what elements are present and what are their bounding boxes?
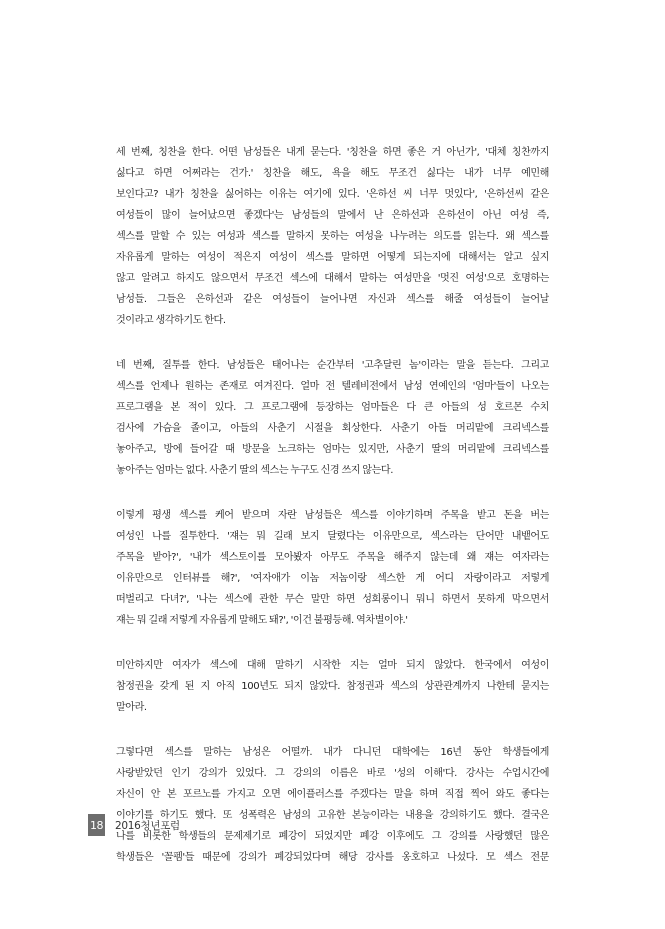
text-line: 것이라고 생각하기도 한다.	[116, 315, 226, 326]
paragraph	[116, 142, 549, 331]
text-line: 섹스를 언제나 원하는 존재로 여겨진다. 얼마 전 텔레비전에서 남성 연예인의 '엄마'들이 나오는	[116, 381, 549, 392]
text-line: 않고 알려고 하지도 않으면서 무조건 섹스에 대해서 말하는 여성만을 '멋진 여성'으로 호명하는	[116, 273, 549, 284]
text-line: 보인다고? 내가 칭찬을 싫어하는 이유는 여기에 있다. '은하선 씨 너무 멋있다', '은하선씨 같은	[116, 189, 549, 200]
text-line: 프로그램을 본 적이 있다. 그 프로그램에 등장하는 엄마들은 다 큰 아들의 성 호르몬 수치	[116, 402, 549, 413]
text-line: 네 번째, 질투를 한다. 남성들은 태어나는 순간부터 '고추달린 놈'이라는 말을 듣는다. 그리고	[116, 360, 549, 371]
paragraph	[116, 505, 549, 631]
text-line: 나를 비롯한 학생들의 문제제기로 폐강이 되었지만 폐강 이후에도 그 강의를 사랑했던 많은	[116, 831, 549, 842]
text-line: 싫다고 하면 어쩌라는 건가.' 칭찬을 해도, 욕을 해도 무조건 싫다는 내가 너무 예민해	[116, 168, 549, 179]
text-line: 놓아주는 엄마는 없다. 사춘기 딸의 섹스는 누구도 신경 쓰지 않는다.	[116, 465, 393, 476]
text-line: 쟤는 뭐 길래 저렇게 자유롭게 말해도 돼?', '이건 불평등해. 역차별이야.'	[116, 615, 408, 626]
page-footer	[88, 814, 180, 836]
paragraph	[116, 355, 549, 481]
page-number: 18	[88, 814, 105, 836]
text-line: 참정권을 갖게 된 지 아직 100년도 되지 않았다. 참정권과 섹스의 상관관계까지 나한테 묻지는	[116, 681, 549, 692]
text-line: 검사에 가슴을 졸이고, 아들의 사춘기 시절을 회상한다. 사춘기 아들 머리맡에 크리넥스를	[116, 423, 549, 434]
text-line: 학생들은 '꼴펨'들 때문에 강의가 폐강되었다며 해당 강사를 옹호하고 나섰다. 모 섹스 전문	[116, 852, 549, 863]
text-line: 이렇게 평생 섹스를 케어 받으며 자란 남성들은 섹스를 이야기하며 주목을 받고 돈을 버는	[116, 510, 549, 521]
text-line: 남성들. 그들은 은하선과 같은 여성들이 늘어나면 자신과 섹스를 해줄 여성들이 늘어날	[116, 294, 549, 305]
text-line: 자신이 안 본 포르노를 가지고 오면 에이플러스를 주겠다는 말을 하며 직접 찍어 와도 좋다는	[116, 789, 549, 800]
paragraph	[116, 742, 549, 868]
text-line: 미안하지만 여자가 섹스에 대해 말하기 시작한 지는 얼마 되지 않았다. 한국에서 여성이	[116, 660, 549, 671]
text-line: 그렇다면 섹스를 말하는 남성은 어떨까. 내가 다니던 대학에는 16년 동안 학생들에게	[116, 747, 549, 758]
text-line: 말아라.	[116, 702, 147, 713]
paragraph	[116, 655, 549, 718]
text-line: 여성인 나를 질투한다. '쟤는 뭐 길래 보지 달렸다는 이유만으로, 섹스라는 단어만 내뱉어도	[116, 531, 549, 542]
document-body	[116, 142, 549, 892]
text-line: 사랑받았던 인기 강의가 있었다. 그 강의의 이름은 바로 '성의 이해'다. 강사는 수업시간에	[116, 768, 549, 779]
text-line: 여성들이 많이 늘어났으면 좋겠다'는 남성들의 말에서 난 은하선과 은하선이 아닌 여성 즉,	[116, 210, 549, 221]
publication-title: 2016청년포럼	[115, 819, 180, 832]
text-line: 이야기를 하기도 했다. 또 성폭력은 남성의 고유한 본능이라는 내용을 강의하기도 했다. 결국은	[116, 810, 549, 821]
text-line: 주목을 받아?', '내가 섹스토이를 모아봤자 아무도 주목을 해주지 않는데 왜 쟤는 여자라는	[116, 552, 549, 563]
text-line: 자유롭게 말하는 여성이 적은지 여성이 섹스를 말하면 어떻게 되는지에 대해서는 알고 싶지	[116, 252, 549, 263]
text-line: 놓아주고, 방에 들어갈 때 방문을 노크하는 엄마는 있지만, 사춘기 딸의 머리맡에 크리넥스를	[116, 444, 549, 455]
text-line: 이유만으로 인터뷰를 해?', '여자애가 이놈 저놈이랑 섹스한 게 어디 자랑이라고 저렇게	[116, 573, 549, 584]
text-line: 섹스를 말할 수 있는 여성과 섹스를 말하지 못하는 여성을 나누려는 의도를 읽는다. 왜 섹스를	[116, 231, 549, 242]
text-line: 떠벌리고 다녀?', '나는 섹스에 관한 무슨 말만 하면 성희롱이니 뭐니 하면서 못하게 막으면서	[116, 594, 549, 605]
text-line: 세 번째, 칭찬을 한다. 어떤 남성들은 내게 묻는다. '칭찬을 하면 좋은 거 아닌가', '대체 칭찬까지	[116, 147, 549, 158]
